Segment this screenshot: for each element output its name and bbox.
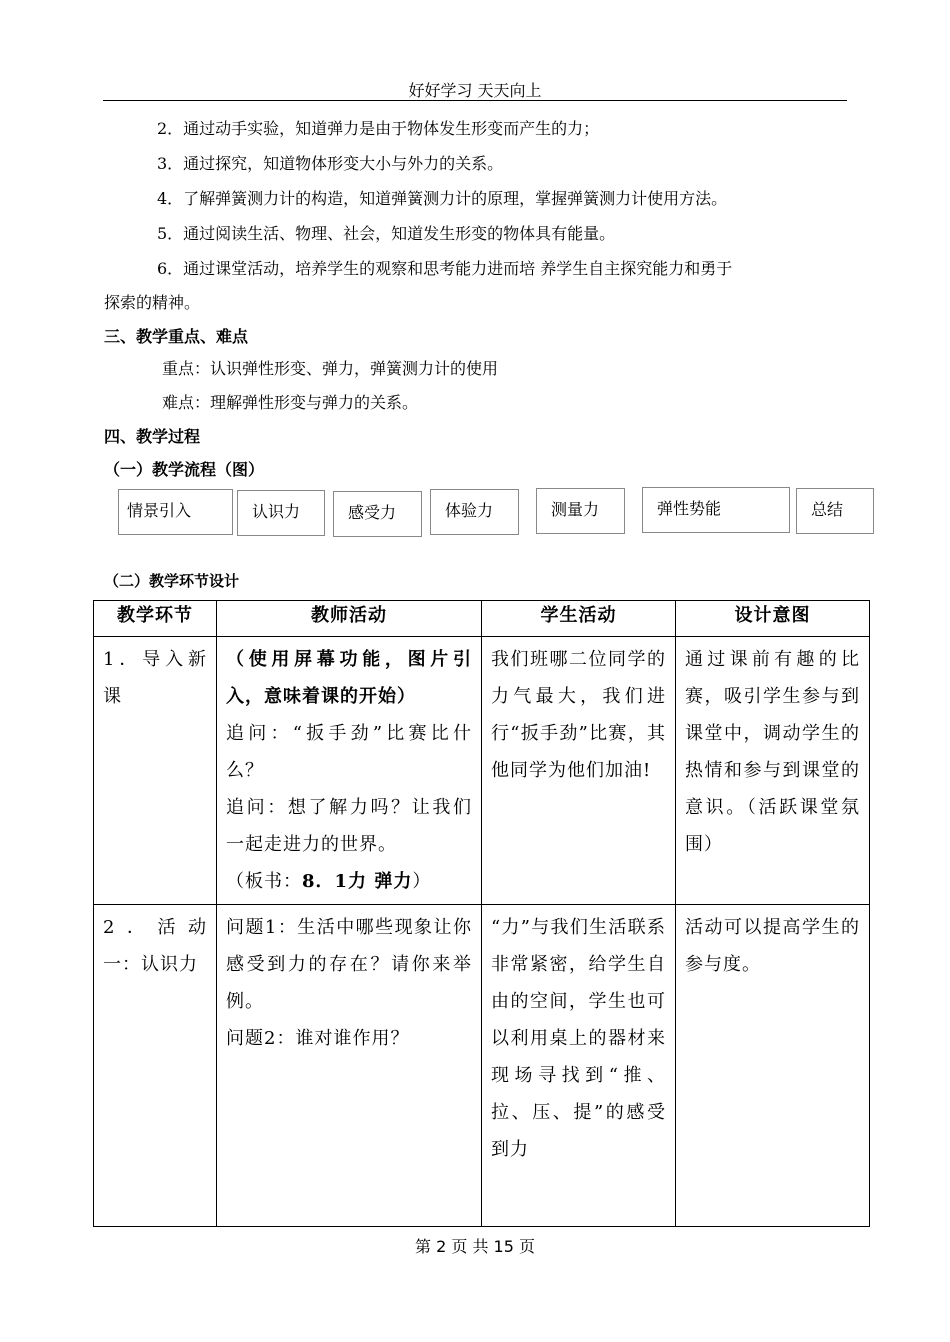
flow-step-elastic-energy: 弹性势能 <box>642 487 790 533</box>
student-cell: 我们班哪二位同学的力气最大，我们进行“扳手劲”比赛，其他同学为他们加油! <box>482 637 676 905</box>
objective-2: 2．通过动手实验，知道弹力是由于物体发生形变而产生的力； <box>157 119 600 138</box>
board-title: 8．1力 弹力 <box>302 871 413 892</box>
page-footer: 第 2 页 共 15 页 <box>415 1237 535 1256</box>
flow-heading: （一）教学流程（图） <box>104 460 265 479</box>
teacher-cell <box>217 637 482 905</box>
objective-6-cont: 探索的精神。 <box>104 293 201 312</box>
flow-step-know-force: 认识力 <box>237 490 325 536</box>
intent-cell: 活动可以提高学生的参与度。 <box>676 905 870 1227</box>
design-heading: （二）教学环节设计 <box>104 572 240 590</box>
board-prefix: （板书： <box>226 871 302 892</box>
header-intent: 设计意图 <box>676 601 870 637</box>
teacher-line: 问题1：生活中哪些现象让你感受到力的存在？请你来举例。 <box>226 917 472 1012</box>
teacher-line: 追问：想了解力吗？让我们一起走进力的世界。 <box>226 797 472 855</box>
key-point: 重点：认识弹性形变、弹力，弹簧测力计的使用 <box>162 359 499 378</box>
intent-cell: 通过课前有趣的比赛，吸引学生参与到课堂中，调动学生的热情和参与到课堂的意识。（活跃课堂氛围） <box>676 637 870 905</box>
objective-5: 5．通过阅读生活、物理、社会，知道发生形变的物体具有能量。 <box>157 224 616 243</box>
section3-heading: 三、教学重点、难点 <box>104 327 249 346</box>
table-row <box>94 637 870 905</box>
header-teacher: 教师活动 <box>217 601 482 637</box>
flow-step-intro: 情景引入 <box>118 489 233 535</box>
section4-heading: 四、教学过程 <box>104 427 201 446</box>
teacher-note: （使用屏幕功能，图片引入，意味着课的开始） <box>226 649 472 707</box>
header-stage: 教学环节 <box>94 601 217 637</box>
header-rule <box>103 100 847 101</box>
flow-step-experience-force: 体验力 <box>430 489 519 535</box>
stage-cell: 1．导入新课 <box>94 637 217 905</box>
objective-6: 6．通过课堂活动，培养学生的观察和思考能力进而培 养学生自主探究能力和勇于 <box>157 259 733 278</box>
teacher-line: 问题2：谁对谁作用？ <box>226 1028 410 1049</box>
header-student: 学生活动 <box>482 601 676 637</box>
board-suffix: ） <box>412 871 432 892</box>
teacher-cell <box>217 905 482 1227</box>
lesson-design-table <box>93 600 870 1227</box>
table-header-row <box>94 601 870 637</box>
difficulty: 难点：理解弹性形变与弹力的关系。 <box>162 393 419 412</box>
flow-step-summary: 总结 <box>796 488 874 534</box>
table-row <box>94 905 870 1227</box>
stage-cell: 2．活动一：认识力 <box>94 905 217 1227</box>
teacher-line: 追问：“扳手劲”比赛比什么？ <box>226 723 472 781</box>
objective-4: 4．了解弹簧测力计的构造，知道弹簧测力计的原理，掌握弹簧测力计使用方法。 <box>157 189 728 208</box>
flow-step-feel-force: 感受力 <box>333 491 422 537</box>
objective-3: 3．通过探究，知道物体形变大小与外力的关系。 <box>157 154 504 173</box>
board-writing <box>226 863 472 900</box>
page-header: 好好学习 天天向上 <box>408 81 542 100</box>
student-cell: “力”与我们生活联系非常紧密，给学生自由的空间，学生也可以利用桌上的器材来现场寻找到“推、拉、压、提”的感受到力 <box>482 905 676 1227</box>
flow-step-measure-force: 测量力 <box>536 488 625 534</box>
